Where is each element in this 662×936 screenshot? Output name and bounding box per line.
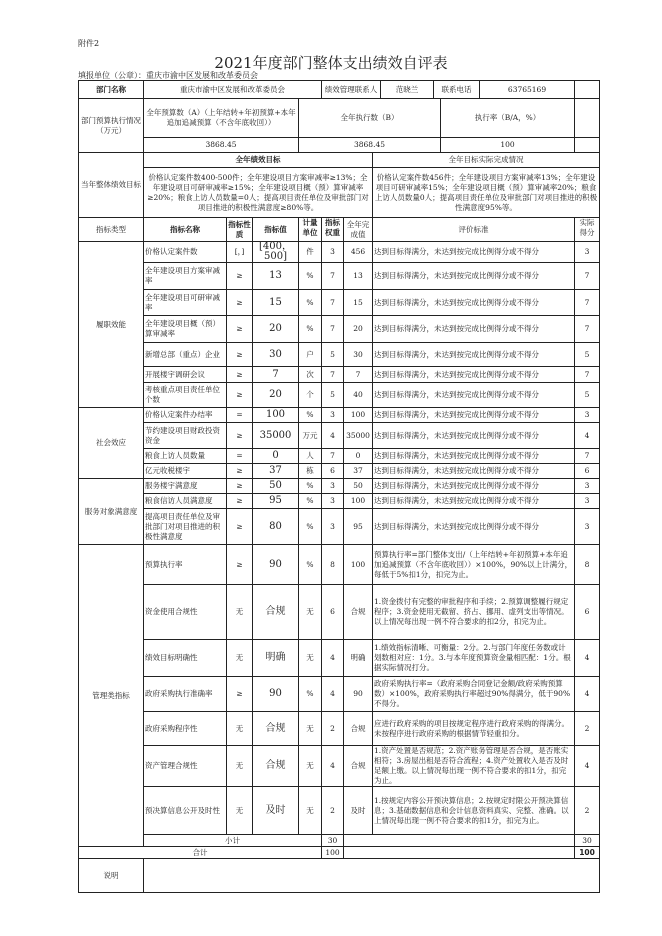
header-weight: 指标权重 bbox=[322, 218, 344, 242]
indicator-standard: 达到目标得满分，未达到按完成比例得分或不得分 bbox=[373, 449, 575, 464]
budget-value-row bbox=[79, 138, 600, 153]
indicator-standard: 1.资金拨付有完整的审批程序和手续；2.预算调整履行规定程序；3.资金使用无截留、挤占、挪用、虚列支出等情况。以上情况每出现一例不符合要求的扣2分，扣完为止。 bbox=[373, 585, 575, 640]
contact-value: 范晓兰 bbox=[381, 81, 434, 98]
indicator-unit: 户 bbox=[299, 343, 322, 367]
indicator-nature: 无 bbox=[227, 712, 253, 746]
indicator-nature: ≥ bbox=[227, 677, 253, 712]
indicator-value: 100 bbox=[253, 408, 299, 423]
indicator-standard: 应进行政府采购的项目按规定程序进行政府采购的得满分。未按程序进行政府采购的根据情节轻重扣分。 bbox=[373, 712, 575, 746]
indicator-standard: 达到目标得满分，未达到按完成比例得分或不得分 bbox=[373, 509, 575, 545]
indicator-actual: 50 bbox=[344, 479, 373, 494]
notes-value[interactable] bbox=[144, 859, 600, 893]
header-name: 指标名称 bbox=[144, 218, 227, 242]
indicator-unit: % bbox=[299, 509, 322, 545]
indicator-value: 13 bbox=[253, 263, 299, 290]
header-nature: 指标性质 bbox=[227, 218, 253, 242]
indicator-row bbox=[79, 242, 600, 263]
indicator-score: 3 bbox=[575, 509, 600, 545]
indicator-name: 绩效目标明确性 bbox=[144, 640, 227, 677]
indicator-nature: ≥ bbox=[227, 464, 253, 479]
indicator-value: 合规 bbox=[253, 746, 299, 787]
indicator-unit: % bbox=[299, 290, 322, 316]
contact-label: 绩效管理联系人 bbox=[322, 81, 381, 98]
indicator-value: 20 bbox=[253, 383, 299, 408]
indicator-type: 社会效应 bbox=[79, 408, 144, 479]
indicator-weight: 3 bbox=[322, 479, 344, 494]
indicator-standard: 达到目标得满分，未达到按完成比例得分或不得分 bbox=[373, 263, 575, 290]
dept-name-value: 重庆市渝中区发展和改革委员会 bbox=[144, 81, 322, 99]
indicator-unit: 无 bbox=[299, 746, 322, 787]
indicator-row bbox=[79, 509, 600, 545]
indicator-actual: 明确 bbox=[344, 640, 373, 677]
indicator-type: 管理类指标 bbox=[79, 545, 144, 847]
indicator-unit: 栋 bbox=[299, 464, 322, 479]
indicator-score: 7 bbox=[575, 263, 600, 290]
indicator-score: 7 bbox=[575, 449, 600, 464]
indicator-row bbox=[79, 408, 600, 423]
target-text: 价格认定案件数400-500件；全年建设项目方案审减率≥13%；全年建设项目可研审减率≥15%；全年建设项目概（预）算审减率≥20%；粮食上访人员数量=0人；提高项目责任单位及审批部门对项目推进的积极性满意度≥80%等。 bbox=[144, 168, 373, 218]
indicator-value: 30 bbox=[253, 343, 299, 367]
indicator-nature: [，] bbox=[227, 242, 253, 263]
indicator-actual: 合规 bbox=[344, 585, 373, 640]
indicator-score: 4 bbox=[575, 677, 600, 712]
indicator-score: 8 bbox=[575, 545, 600, 585]
header-score: 实际得分 bbox=[575, 218, 600, 242]
indicator-weight: 3 bbox=[322, 509, 344, 545]
indicator-score: 3 bbox=[575, 479, 600, 494]
indicator-unit: 无 bbox=[299, 712, 322, 746]
total-blank bbox=[344, 847, 575, 859]
indicator-name: 提高项目责任单位及审批部门对项目推进的积极性满意度 bbox=[144, 509, 227, 545]
indicator-row bbox=[79, 449, 600, 464]
indicator-actual: 100 bbox=[344, 494, 373, 509]
indicator-nature: ≥ bbox=[227, 367, 253, 383]
indicator-score: 4 bbox=[575, 423, 600, 449]
indicator-actual: 及时 bbox=[344, 787, 373, 835]
header-standard: 评价标准 bbox=[373, 218, 575, 242]
indicator-name: 价格认定案件数 bbox=[144, 242, 227, 263]
indicator-standard: 达到目标得满分，未达到按完成比例得分或不得分 bbox=[373, 383, 575, 408]
indicator-weight: 4 bbox=[322, 423, 344, 449]
indicator-score: 4 bbox=[575, 746, 600, 787]
indicator-actual: 15 bbox=[344, 290, 373, 316]
indicator-score: 3 bbox=[575, 242, 600, 263]
indicator-value: 15 bbox=[253, 290, 299, 316]
indicator-standard: 达到目标得满分，未达到按完成比例得分或不得分 bbox=[373, 316, 575, 343]
indicator-unit: % bbox=[299, 545, 322, 585]
indicator-nature: ≥ bbox=[227, 316, 253, 343]
indicator-value: 及时 bbox=[253, 787, 299, 835]
indicator-unit: % bbox=[299, 263, 322, 290]
total-score: 100 bbox=[575, 847, 600, 859]
indicator-weight: 5 bbox=[322, 343, 344, 367]
indicator-standard: 预算执行率=部门整体支出/（上年结转+年初预算+本年追加追减预算（不含年底收回））×100%，90%以上计满分，每低于5%扣1分，扣完为止。 bbox=[373, 545, 575, 585]
indicator-name: 资金使用合规性 bbox=[144, 585, 227, 640]
indicator-unit: 件 bbox=[299, 242, 322, 263]
indicator-name: 预决算信息公开及时性 bbox=[144, 787, 227, 835]
indicator-weight: 7 bbox=[322, 449, 344, 464]
indicator-weight: 7 bbox=[322, 367, 344, 383]
budget-a-value: 3868.45 bbox=[144, 138, 299, 153]
subtotal-score: 30 bbox=[575, 835, 600, 847]
actual-header: 全年目标实际完成情况 bbox=[373, 153, 600, 168]
indicator-score: 6 bbox=[575, 585, 600, 640]
indicator-value: 20 bbox=[253, 316, 299, 343]
indicator-actual: 7 bbox=[344, 367, 373, 383]
indicator-unit: 无 bbox=[299, 787, 322, 835]
indicator-unit: % bbox=[299, 677, 322, 712]
indicator-nature: ≥ bbox=[227, 479, 253, 494]
indicator-row bbox=[79, 263, 600, 290]
indicator-name: 全年建设项目可研审减率 bbox=[144, 290, 227, 316]
budget-b-value: 3868.45 bbox=[299, 138, 441, 152]
indicator-nature: ≥ bbox=[227, 263, 253, 290]
indicator-weight: 7 bbox=[322, 290, 344, 316]
indicator-standard: 达到目标得满分，未达到按完成比例得分或不得分 bbox=[373, 408, 575, 423]
indicator-value: 明确 bbox=[253, 640, 299, 677]
indicator-actual: 30 bbox=[344, 343, 373, 367]
indicator-nature: 无 bbox=[227, 640, 253, 677]
indicator-weight: 6 bbox=[322, 585, 344, 640]
indicator-unit: 个 bbox=[299, 383, 322, 408]
indicator-weight: 4 bbox=[322, 746, 344, 787]
phone-value: 63765169 bbox=[507, 84, 547, 94]
indicator-name: 政府采购执行准确率 bbox=[144, 677, 227, 712]
indicator-weight: 4 bbox=[322, 640, 344, 677]
indicator-score: 6 bbox=[575, 464, 600, 479]
indicator-name: 考核重点项目责任单位个数 bbox=[144, 383, 227, 408]
indicator-row bbox=[79, 545, 600, 585]
indicator-row bbox=[79, 423, 600, 449]
indicator-score: 2 bbox=[575, 787, 600, 835]
indicator-score: 3 bbox=[575, 408, 600, 423]
total-label: 合计 bbox=[79, 847, 322, 859]
indicator-value: [400，500] bbox=[253, 242, 299, 263]
indicator-value: 合规 bbox=[253, 712, 299, 746]
indicator-unit: % bbox=[299, 316, 322, 343]
total-weight: 100 bbox=[322, 847, 344, 859]
indicator-score: 7 bbox=[575, 290, 600, 316]
subtotal-label: 小计 bbox=[144, 835, 322, 847]
filing-unit: 填报单位（公章）：重庆市渝中区发展和改革委员会 bbox=[78, 71, 258, 80]
notes-row bbox=[79, 859, 600, 893]
indicator-weight: 5 bbox=[322, 383, 344, 408]
indicator-nature: = bbox=[227, 449, 253, 464]
budget-rate-label: 执行率（B/A，%） bbox=[474, 113, 541, 122]
indicator-standard: 政府采购执行率=（政府采购合同登记金额/政府采购预算数）×100%，政府采购执行率超过90%得满分，低于90%不得分。 bbox=[373, 677, 575, 712]
indicator-unit: % bbox=[299, 494, 322, 509]
indicator-weight: 8 bbox=[322, 545, 344, 585]
indicator-name: 预算执行率 bbox=[144, 545, 227, 585]
indicator-weight: 3 bbox=[322, 242, 344, 263]
indicator-weight: 2 bbox=[322, 712, 344, 746]
indicator-unit: 人 bbox=[299, 449, 322, 464]
indicator-value: 37 bbox=[253, 464, 299, 479]
indicator-score: 5 bbox=[575, 383, 600, 408]
indicator-name: 亿元收税楼宇 bbox=[144, 464, 227, 479]
indicator-standard: 达到目标得满分，未达到按完成比例得分或不得分 bbox=[373, 494, 575, 509]
indicator-score: 2 bbox=[575, 712, 600, 746]
indicator-actual: 95 bbox=[344, 509, 373, 545]
indicator-score: 5 bbox=[575, 343, 600, 367]
indicator-actual: 20 bbox=[344, 316, 373, 343]
indicator-unit: 万元 bbox=[299, 423, 322, 449]
indicator-row bbox=[79, 712, 600, 746]
indicator-name: 政府采购程序性 bbox=[144, 712, 227, 746]
header-type: 指标类型 bbox=[79, 218, 144, 242]
indicator-row bbox=[79, 290, 600, 316]
indicator-row bbox=[79, 787, 600, 835]
budget-b-label: 全年执行数（B） bbox=[299, 99, 441, 137]
total-row bbox=[79, 847, 600, 859]
indicator-score: 7 bbox=[575, 316, 600, 343]
indicator-nature: ≥ bbox=[227, 383, 253, 408]
indicator-score: 7 bbox=[575, 367, 600, 383]
indicator-weight: 4 bbox=[322, 677, 344, 712]
indicator-actual: 合规 bbox=[344, 712, 373, 746]
indicator-nature: ≥ bbox=[227, 423, 253, 449]
indicator-standard: 1.绩效指标清晰、可衡量：2分。2.与部门年度任务数或计划数相对应：1分。3.与本年度预算资金量相匹配：1分。根据实际情况打分。 bbox=[373, 640, 575, 677]
column-header-row bbox=[79, 218, 600, 242]
budget-rate-value: 100 bbox=[500, 140, 515, 149]
indicator-nature: 无 bbox=[227, 787, 253, 835]
indicator-nature: 无 bbox=[227, 746, 253, 787]
indicator-unit: % bbox=[299, 479, 322, 494]
indicator-row bbox=[79, 677, 600, 712]
indicator-value: 合规 bbox=[253, 585, 299, 640]
subtotal-blank bbox=[344, 835, 575, 847]
indicator-nature: ≥ bbox=[227, 494, 253, 509]
indicator-unit: 次 bbox=[299, 367, 322, 383]
indicator-actual: 0 bbox=[344, 449, 373, 464]
indicator-row bbox=[79, 316, 600, 343]
indicator-weight: 7 bbox=[322, 316, 344, 343]
indicator-value: 50 bbox=[253, 479, 299, 494]
indicator-name: 粮食上访人员数量 bbox=[144, 449, 227, 464]
notes-label: 说明 bbox=[79, 859, 144, 893]
indicator-actual: 13 bbox=[344, 263, 373, 290]
indicator-actual: 456 bbox=[344, 242, 373, 263]
dept-name-label: 部门名称 bbox=[79, 81, 144, 99]
header-unit: 计量单位 bbox=[299, 218, 322, 242]
target-header: 全年绩效目标 bbox=[144, 153, 373, 168]
indicator-actual: 35000 bbox=[344, 423, 373, 449]
indicator-weight: 3 bbox=[322, 494, 344, 509]
indicator-nature: ≥ bbox=[227, 290, 253, 316]
indicator-weight: 7 bbox=[322, 263, 344, 290]
budget-row-label: 部门预算执行情况（万元） bbox=[79, 99, 144, 153]
indicator-nature: ≥ bbox=[227, 509, 253, 545]
indicator-row bbox=[79, 640, 600, 677]
indicator-standard: 1.按规定内容公开预决算信息；2.按规定时限公开预决算信息；3.基础数据信息和会计信息资料真实、完整、准确。以上情况每出现一例不符合要求的扣1分，扣完为止。 bbox=[373, 787, 575, 835]
indicator-name: 新增总部（重点）企业 bbox=[144, 343, 227, 367]
indicator-value: 80 bbox=[253, 509, 299, 545]
header-value: 指标值 bbox=[253, 218, 299, 242]
indicator-value: 7 bbox=[253, 367, 299, 383]
goals-row-label: 当年整体绩效目标 bbox=[79, 153, 144, 218]
indicator-standard: 1.资产处置是否规范；2.资产账务管理是否合规，是否账实相符；3.房屋出租是否符合流程；4.资产处置收入是否及时足额上缴。以上情况每出现一例不符合要求的扣1分，扣完为止。 bbox=[373, 746, 575, 787]
indicator-row bbox=[79, 367, 600, 383]
goals-text-row bbox=[79, 168, 600, 218]
indicator-unit: % bbox=[299, 408, 322, 423]
indicator-weight: 6 bbox=[322, 464, 344, 479]
indicator-unit: 无 bbox=[299, 585, 322, 640]
indicator-unit: 无 bbox=[299, 640, 322, 677]
indicator-name: 资产管理合规性 bbox=[144, 746, 227, 787]
indicator-value: 0 bbox=[253, 449, 299, 464]
indicator-weight: 3 bbox=[322, 408, 344, 423]
indicator-actual: 100 bbox=[344, 545, 373, 585]
phone-label: 联系电话 bbox=[434, 81, 480, 98]
indicator-standard: 达到目标得满分，未达到按完成比例得分或不得分 bbox=[373, 423, 575, 449]
indicator-actual: 37 bbox=[344, 464, 373, 479]
page-title: 2021年度部门整体支出绩效自评表 bbox=[214, 54, 448, 72]
budget-header-row bbox=[79, 99, 600, 138]
subtotal-row bbox=[79, 835, 600, 847]
indicator-actual: 100 bbox=[344, 408, 373, 423]
budget-a-label: 全年预算数（A）（上年结转+年初预算+本年追加追减预算（不含年底收回）） bbox=[144, 99, 299, 138]
indicator-value: 90 bbox=[253, 545, 299, 585]
indicator-value: 35000 bbox=[253, 423, 299, 449]
indicator-nature: ≥ bbox=[227, 343, 253, 367]
goals-header-row bbox=[79, 153, 600, 168]
indicator-row bbox=[79, 746, 600, 787]
indicator-standard: 达到目标得满分，未达到按完成比例得分或不得分 bbox=[373, 290, 575, 316]
indicator-name: 服务楼宇满意度 bbox=[144, 479, 227, 494]
indicator-name: 节约建设项目财政投资资金 bbox=[144, 423, 227, 449]
evaluation-table bbox=[78, 80, 600, 893]
indicator-weight: 2 bbox=[322, 787, 344, 835]
indicator-standard: 达到目标得满分，未达到按完成比例得分或不得分 bbox=[373, 343, 575, 367]
indicator-standard: 达到目标得满分，未达到按完成比例得分或不得分 bbox=[373, 479, 575, 494]
indicator-score: 4 bbox=[575, 640, 600, 677]
indicator-standard: 达到目标得满分，未达到按完成比例得分或不得分 bbox=[373, 367, 575, 383]
subtotal-weight: 30 bbox=[322, 835, 344, 847]
indicator-name: 全年建设项目概（预）算审减率 bbox=[144, 316, 227, 343]
indicator-name: 粮食信访人员满意度 bbox=[144, 494, 227, 509]
indicator-nature: = bbox=[227, 408, 253, 423]
indicator-standard: 达到目标得满分，未达到按完成比例得分或不得分 bbox=[373, 242, 575, 263]
indicator-type: 服务对象满意度 bbox=[79, 479, 144, 545]
indicator-row bbox=[79, 479, 600, 494]
actual-text: 价格认定案件数456件；全年建设项目方案审减率13%；全年建设项目可研审减率15%；全年建设项目概（预）算审减率20%；粮食上访人员数量0人；提高项目责任单位及审批部门对项目推进的积极性满意度95%等。 bbox=[373, 168, 600, 218]
indicator-row bbox=[79, 585, 600, 640]
indicator-standard: 达到目标得满分，未达到按完成比例得分或不得分 bbox=[373, 464, 575, 479]
indicator-row bbox=[79, 494, 600, 509]
indicator-row bbox=[79, 464, 600, 479]
indicator-actual: 合规 bbox=[344, 746, 373, 787]
indicator-row bbox=[79, 383, 600, 408]
indicator-value: 90 bbox=[253, 677, 299, 712]
attachment-label: 附件2 bbox=[78, 39, 100, 48]
indicator-nature: ≥ bbox=[227, 545, 253, 585]
indicator-score: 3 bbox=[575, 494, 600, 509]
indicator-type: 履职效能 bbox=[79, 242, 144, 408]
indicator-row bbox=[79, 343, 600, 367]
indicator-actual: 40 bbox=[344, 383, 373, 408]
indicator-value: 95 bbox=[253, 494, 299, 509]
dept-row bbox=[79, 81, 600, 99]
indicator-name: 开展楼宇调研会议 bbox=[144, 367, 227, 383]
indicator-name: 价格认定案件办结率 bbox=[144, 408, 227, 423]
indicator-nature: 无 bbox=[227, 585, 253, 640]
header-actual: 全年完成值 bbox=[344, 218, 373, 242]
indicator-actual: 90 bbox=[344, 677, 373, 712]
indicator-name: 全年建设项目方案审减率 bbox=[144, 263, 227, 290]
